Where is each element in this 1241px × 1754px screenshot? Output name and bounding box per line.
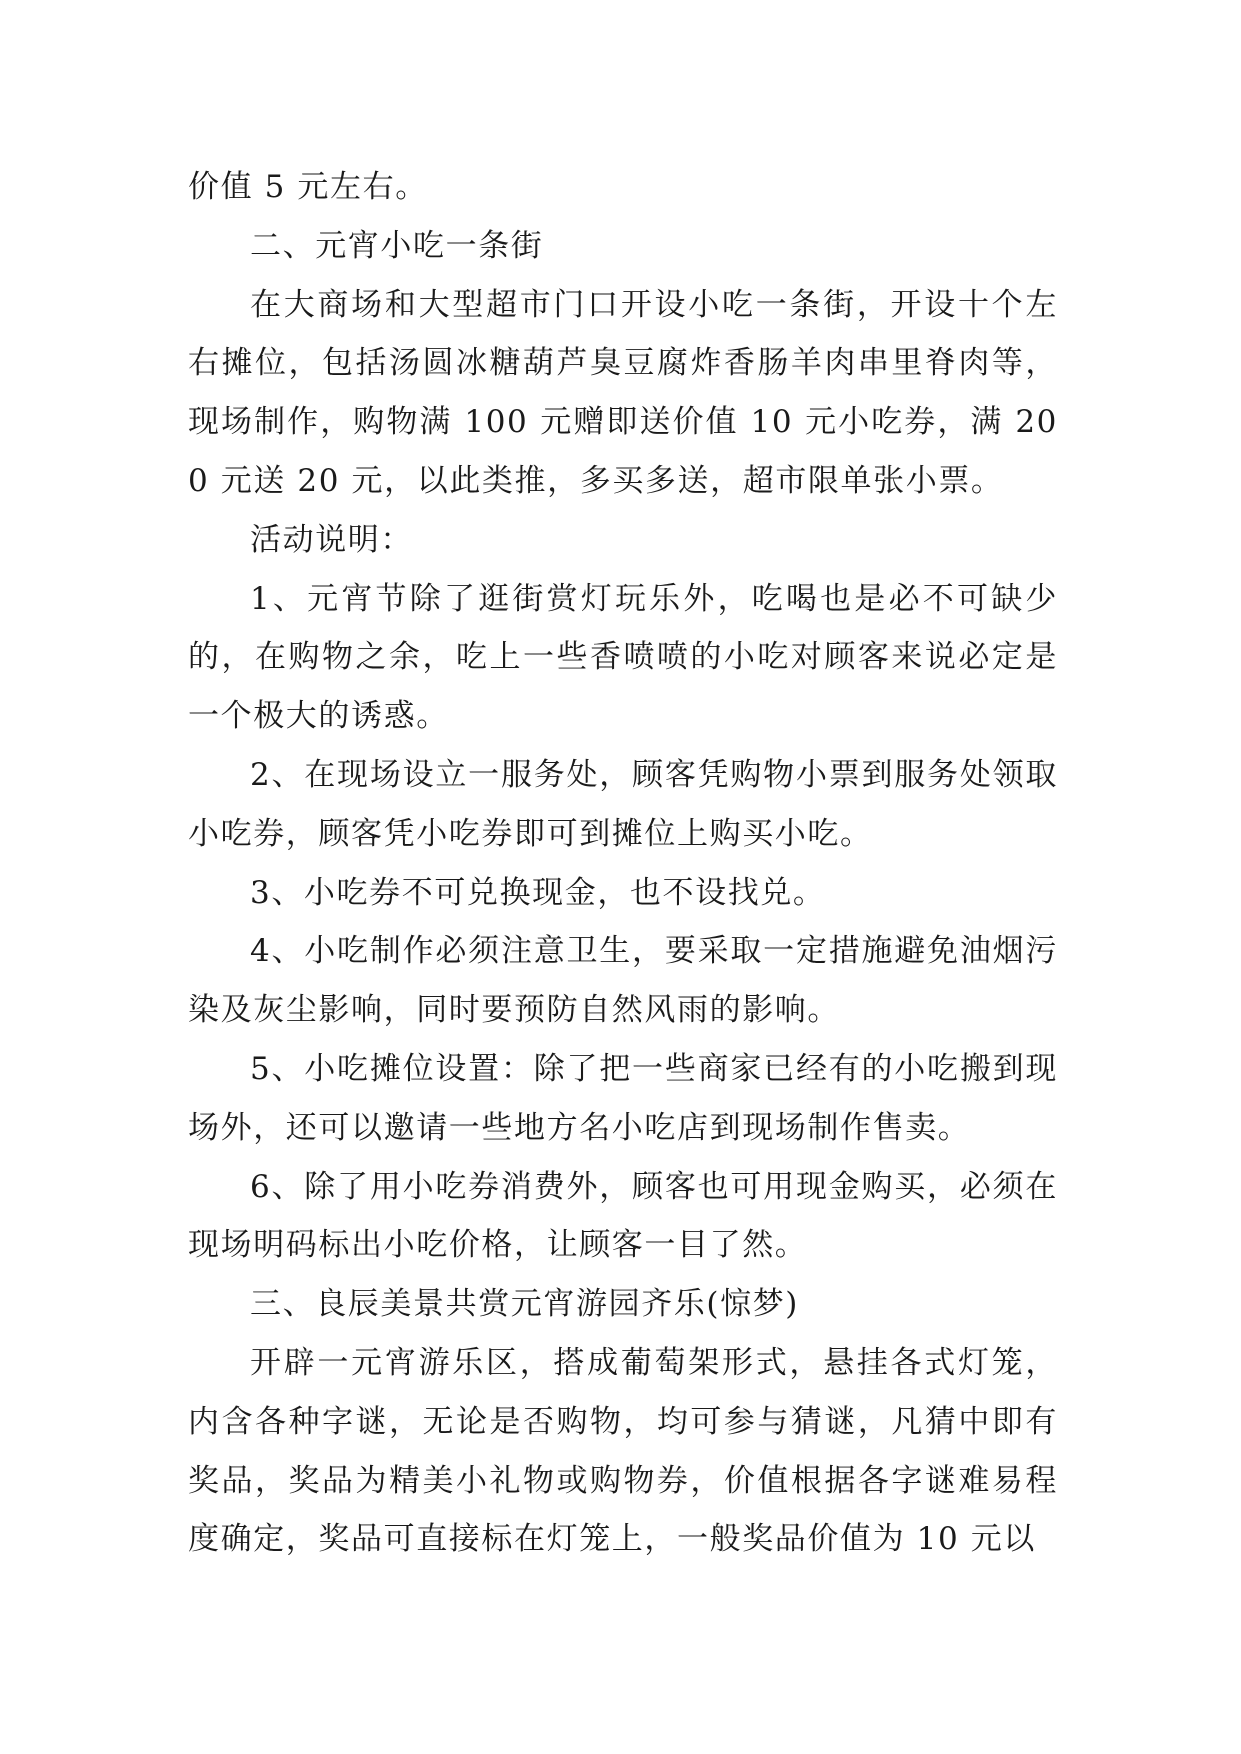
note-item-5: 5、小吃摊位设置：除了把一些商家已经有的小吃搬到现场外，还可以邀请一些地方名小吃店到现场制作售卖。 (188, 1050, 1058, 1146)
note-item-3: 3、小吃券不可兑换现金，也不设找兑。 (250, 874, 826, 911)
activity-notes-heading: 活动说明： (250, 521, 413, 558)
note-item-2: 2、在现场设立一服务处，顾客凭购物小票到服务处领取小吃券，顾客凭小吃券即可到摊位上购买小吃。 (188, 756, 1058, 852)
paragraph-continuation: 价值 5 元左右。 (188, 169, 428, 205)
note-item-6: 6、除了用小吃券消费外，顾客也可用现金购买，必须在现场明码标出小吃价格，让顾客一目了然。 (188, 1168, 1058, 1264)
paragraph-snack-street: 在大商场和大型超市门口开设小吃一条街，开设十个左右摊位，包括汤圆冰糖葫芦臭豆腐炸香肠羊肉串里脊肉等，现场制作，购物满 100 元赠即送价值 10 元小吃券，满 200 元送 20 元，以此类推，多买多送，超市限单张小票。 (188, 286, 1058, 499)
note-item-1: 1、元宵节除了逛街赏灯玩乐外，吃喝也是必不可缺少的，在购物之余，吃上一些香喷喷的小吃对顾客来说必定是一个极大的诱惑。 (188, 580, 1058, 735)
section-heading-snack-street: 二、元宵小吃一条街 (250, 227, 544, 264)
note-item-4: 4、小吃制作必须注意卫生，要采取一定措施避免油烟污染及灰尘影响，同时要预防自然风雨的影响。 (188, 933, 1058, 1029)
paragraph-garden-party: 开辟一元宵游乐区，搭成葡萄架形式，悬挂各式灯笼，内含各种字谜，无论是否购物，均可参与猜谜，凡猜中即有奖品，奖品为精美小礼物或购物券，价值根据各字谜难易程度确定，奖品可直接标在灯笼上，一般奖品价值为 10 元以 (188, 1344, 1058, 1558)
section-heading-garden-party: 三、良辰美景共赏元宵游园齐乐(惊梦) (250, 1286, 799, 1323)
document-body (188, 158, 1058, 1569)
